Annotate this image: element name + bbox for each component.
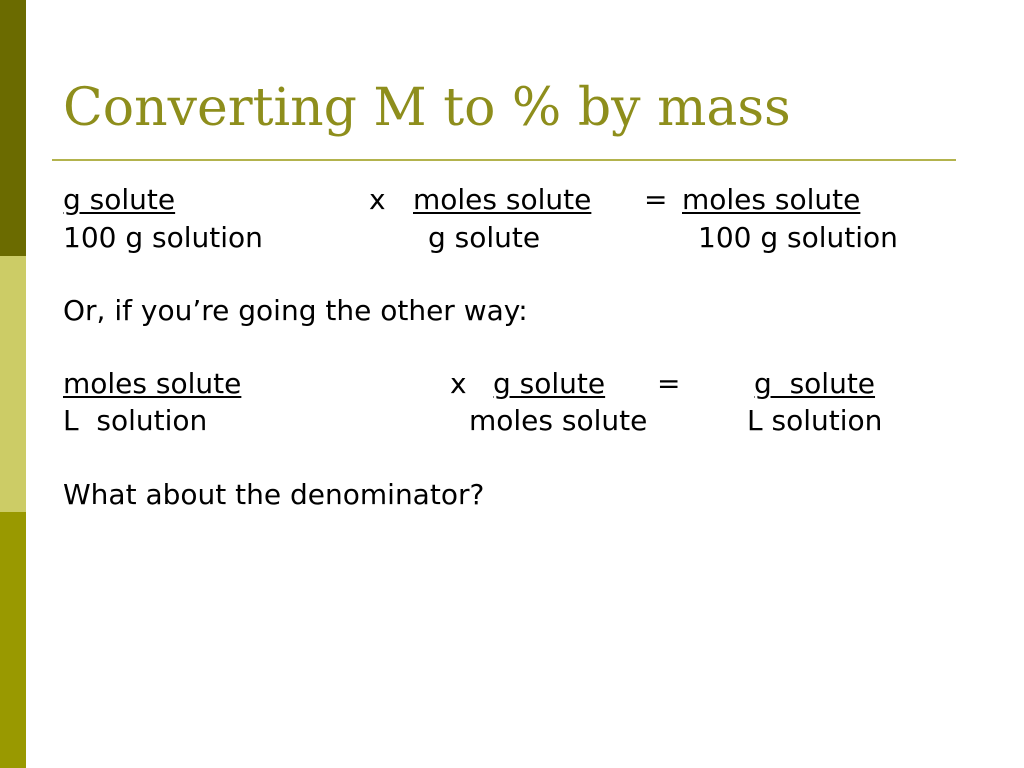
eq2-denominator-2: moles solute (469, 404, 648, 437)
eq2-numerator-3: g solute (754, 367, 876, 400)
transition-text: Or, if you’re going the other way: (63, 294, 528, 327)
question-text: What about the denominator? (63, 478, 485, 511)
eq1-numerator-3: moles solute (682, 183, 861, 216)
eq1-numerator-2: moles solute (413, 183, 592, 216)
eq1-times-sign: x (369, 183, 386, 216)
eq2-denominator-1: L solution (63, 404, 208, 437)
eq2-numerator-2: g solute (493, 367, 606, 400)
eq2-equals-sign: = (657, 367, 681, 400)
eq1-denominator-2: g solute (428, 221, 541, 254)
eq1-denominator-3: 100 g solution (698, 221, 898, 254)
eq1-numerator-1: g solute (63, 183, 176, 216)
eq2-numerator-1: moles solute (63, 367, 242, 400)
eq1-equals-sign: = (644, 183, 668, 216)
eq2-denominator-3: L solution (747, 404, 883, 437)
eq1-denominator-1: 100 g solution (63, 221, 263, 254)
slide-title: Converting M to % by mass (63, 78, 791, 138)
eq2-times-sign: x (450, 367, 467, 400)
